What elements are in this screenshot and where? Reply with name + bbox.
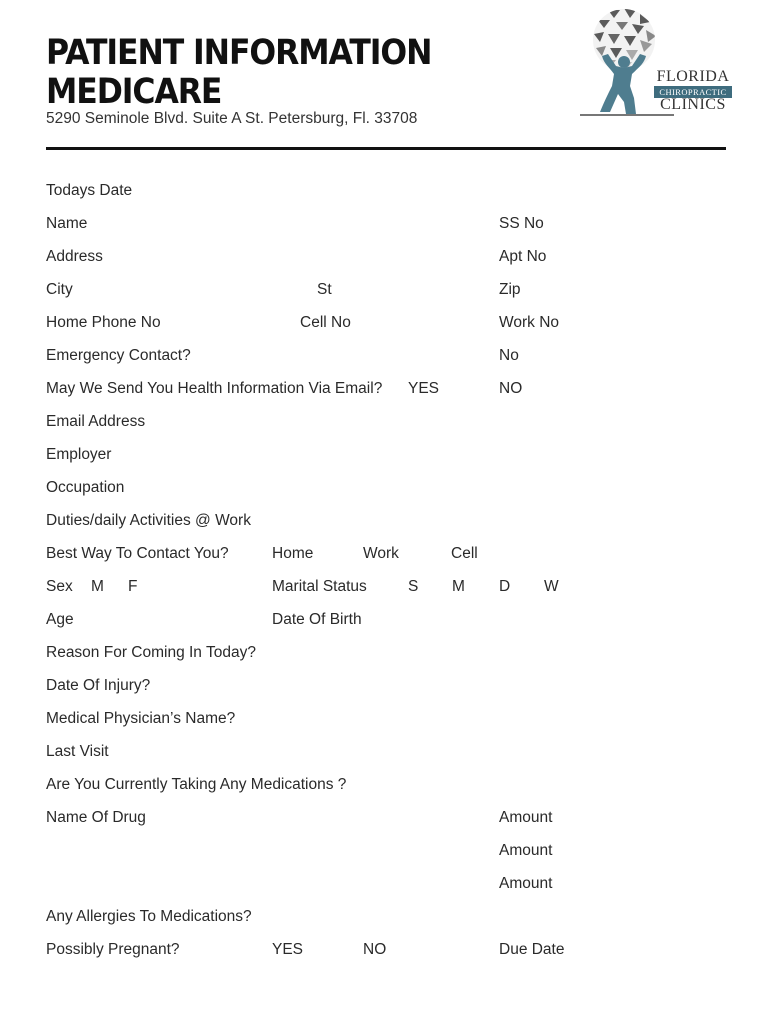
last-visit-label: Last Visit bbox=[46, 743, 109, 760]
physician-name-label: Medical Physician’s Name? bbox=[46, 710, 236, 727]
date-of-birth-label: Date Of Birth bbox=[272, 611, 362, 628]
due-date-label: Due Date bbox=[499, 941, 565, 958]
marital-option-d: D bbox=[499, 578, 511, 595]
header-divider bbox=[46, 147, 726, 150]
email-consent-label: May We Send You Health Information Via Email? bbox=[46, 380, 383, 397]
pregnant-label: Possibly Pregnant? bbox=[46, 941, 180, 958]
age-label: Age bbox=[46, 611, 74, 628]
medications-label: Are You Currently Taking Any Medications ? bbox=[46, 776, 347, 793]
marital-option-s: S bbox=[408, 578, 419, 595]
email-consent-yes: YES bbox=[408, 380, 440, 397]
ss-no-label: SS No bbox=[499, 215, 544, 232]
date-of-injury-label: Date Of Injury? bbox=[46, 677, 151, 694]
zip-label: Zip bbox=[499, 281, 521, 298]
pregnant-option-yes: YES bbox=[272, 941, 304, 958]
occupation-label: Occupation bbox=[46, 479, 125, 496]
state-label: St bbox=[317, 281, 332, 298]
page-title bbox=[46, 34, 431, 112]
pregnant-option-no: NO bbox=[363, 941, 387, 958]
contact-option-home: Home bbox=[272, 545, 314, 562]
email-consent-no: NO bbox=[499, 380, 523, 397]
clinic-logo bbox=[574, 2, 734, 122]
work-no-label: Work No bbox=[499, 314, 560, 331]
clinic-address: 5290 Seminole Blvd. Suite A St. Petersburg, Fl. 33708 bbox=[46, 110, 418, 127]
logo-text-chiropractic: CHIROPRACTIC bbox=[654, 86, 732, 98]
best-way-contact-label: Best Way To Contact You? bbox=[46, 545, 229, 562]
duties-label: Duties/daily Activities @ Work bbox=[46, 512, 251, 529]
contact-option-cell: Cell bbox=[451, 545, 478, 562]
drug-amount-label-1: Amount bbox=[499, 809, 553, 826]
home-phone-label: Home Phone No bbox=[46, 314, 161, 331]
logo-text-clinics: CLINICS bbox=[660, 96, 726, 113]
sex-option-f: F bbox=[128, 578, 138, 595]
address-label: Address bbox=[46, 248, 103, 265]
contact-option-work: Work bbox=[363, 545, 399, 562]
drug-name-label: Name Of Drug bbox=[46, 809, 146, 826]
allergies-label: Any Allergies To Medications? bbox=[46, 908, 252, 925]
title-line-1: PATIENT INFORMATION bbox=[46, 33, 432, 73]
apt-no-label: Apt No bbox=[499, 248, 547, 265]
marital-option-w: W bbox=[544, 578, 559, 595]
drug-amount-label-3: Amount bbox=[499, 875, 553, 892]
drug-amount-label-2: Amount bbox=[499, 842, 553, 859]
title-line-2: MEDICARE bbox=[46, 72, 222, 112]
sex-label: Sex bbox=[46, 578, 73, 595]
todays-date-label: Todays Date bbox=[46, 182, 133, 199]
name-label: Name bbox=[46, 215, 88, 232]
sex-option-m: M bbox=[91, 578, 104, 595]
city-label: City bbox=[46, 281, 73, 298]
marital-option-m: M bbox=[452, 578, 465, 595]
email-address-label: Email Address bbox=[46, 413, 146, 430]
cell-no-label: Cell No bbox=[300, 314, 351, 331]
emergency-contact-label: Emergency Contact? bbox=[46, 347, 191, 364]
emergency-no-label: No bbox=[499, 347, 519, 364]
logo-text-florida: FLORIDA bbox=[656, 68, 730, 85]
reason-for-visit-label: Reason For Coming In Today? bbox=[46, 644, 256, 661]
marital-status-label: Marital Status bbox=[272, 578, 367, 595]
employer-label: Employer bbox=[46, 446, 112, 463]
